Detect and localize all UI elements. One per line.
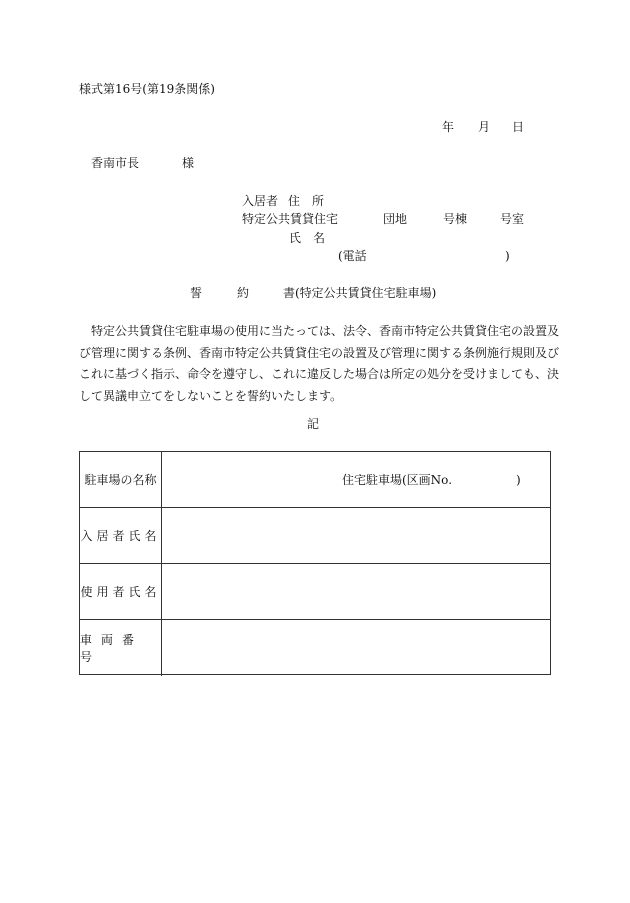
phone-open: (電話 xyxy=(338,249,367,263)
paragraph-line-1: 特定公共賃貸住宅駐車場の使用に当たっては、法令、香南市特定公共賃貸住宅の設置及 xyxy=(91,324,560,338)
vehicle-number-field[interactable] xyxy=(162,620,550,676)
resident-name-field[interactable] xyxy=(162,508,550,563)
date-day-label: 日 xyxy=(512,120,525,134)
room-label: 号室 xyxy=(500,212,525,226)
address-label: 住 所 xyxy=(288,194,325,208)
date-month-label: 月 xyxy=(478,120,491,134)
paragraph-line-3: これに基づく指示、命令を遵守し、これに違反した場合は所定の処分を受けましても、決 xyxy=(79,367,560,381)
phone-close: ) xyxy=(505,249,510,263)
parking-name-suffix: ) xyxy=(516,473,521,487)
housing-label: 特定公共賃貸住宅 xyxy=(242,212,339,226)
title-char-2: 約 xyxy=(237,286,250,300)
table-row-resident-name xyxy=(80,508,550,564)
parking-name-field[interactable] xyxy=(162,452,550,507)
ki-marker: 記 xyxy=(307,417,320,431)
table-row-parking-name xyxy=(80,452,550,508)
addressee-honorific: 様 xyxy=(182,156,195,170)
row-label-parking-name: 駐車場の名称 xyxy=(80,452,162,507)
date-year-label: 年 xyxy=(442,120,455,134)
title-char-1: 誓 xyxy=(190,286,203,300)
paragraph-line-2: び管理に関する条例、香南市特定公共賃貸住宅の設置及び管理に関する条例施行規則及び xyxy=(79,345,560,360)
pledge-paragraph xyxy=(79,321,560,407)
parking-info-table xyxy=(79,451,551,675)
paragraph-line-4: して異議申立てをしないことを誓約いたします。 xyxy=(79,388,343,403)
row-label-user-name: 使用者氏名 xyxy=(80,564,162,619)
table-row-vehicle-number xyxy=(80,620,550,676)
row-label-resident-name: 入居者氏名 xyxy=(80,508,162,563)
complex-label: 団地 xyxy=(383,212,408,226)
building-label: 号棟 xyxy=(443,212,468,226)
row-label-vehicle-number: 車両番号 xyxy=(80,620,162,676)
table-row-user-name xyxy=(80,564,550,620)
addressee-name: 香南市長 xyxy=(91,156,140,170)
parking-name-prefix: 住宅駐車場(区画No. xyxy=(342,473,453,487)
name-label: 氏 名 xyxy=(289,231,326,245)
title-rest: 書(特定公共賃貸住宅駐車場) xyxy=(283,286,437,300)
resident-label: 入居者 xyxy=(242,194,279,208)
user-name-field[interactable] xyxy=(162,564,550,619)
form-number: 様式第16号(第19条関係) xyxy=(79,82,215,96)
